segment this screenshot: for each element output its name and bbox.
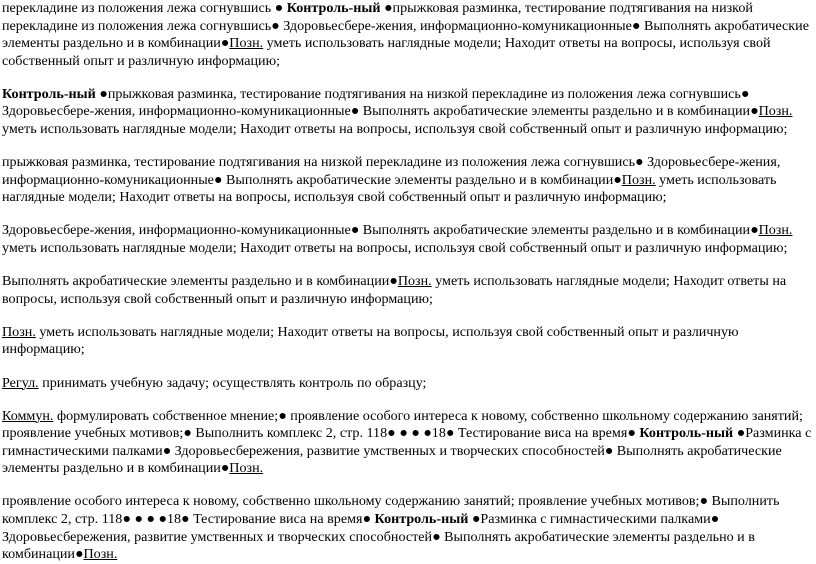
paragraph-6 [2, 324, 813, 359]
underlined-label: Позн. [758, 222, 793, 239]
text-run: 18 [166, 511, 182, 528]
text-run: прыжковая разминка, тестирование подтягивания на низкой перекладине из положения лежа согнувшись [2, 154, 636, 171]
paragraph-1 [2, 0, 813, 70]
text-run: Выполнить комплекс 2, стр. 118 [191, 425, 388, 442]
text-run: Выполнить комплекс 2, стр. 118 [2, 493, 780, 528]
underlined-label: Позн. [83, 546, 118, 563]
underlined-label: Позн. [229, 460, 264, 477]
paragraph-7 [2, 375, 813, 393]
bold-label: Контроль-ный [374, 511, 469, 528]
bullet-icon: ● [278, 407, 287, 424]
underlined-label: Позн. [2, 323, 36, 340]
paragraph-8 [2, 408, 813, 478]
bullet-icon: ● [350, 222, 360, 239]
bold-label: Контроль-ный [286, 0, 381, 16]
bullet-icon: ● [750, 222, 759, 239]
text-run: уметь использовать наглядные модели; Находит ответы на вопросы, используя свой собственный опыт и различную информацию; [2, 323, 739, 358]
text-run: Здоровьесбережения, развитие умственных и творческих способностей [2, 528, 433, 545]
bullet-icon: ● [162, 442, 172, 459]
underlined-label: Позн. [758, 103, 793, 120]
paragraph-2 [2, 86, 813, 139]
text-run: Выполнять акробатические элементы раздельно и в комбинации [359, 222, 751, 239]
underlined-label: Позн. [621, 171, 656, 188]
text-run: Здоровьесбере-жения, информационно-комуникационные [2, 103, 351, 120]
paragraph-4 [2, 222, 813, 257]
text-run: уметь использовать наглядные модели; Находит ответы на вопросы, используя свой собственный опыт и различную информацию; [2, 171, 777, 206]
text-run: принимать учебную задачу; осуществлять контроль по образцу; [38, 374, 427, 391]
text-run: Выполнять акробатические элементы раздельно и в комбинации [2, 442, 782, 477]
text-run: прыжковая разминка, тестирование подтягивания на низкой перекладине из положения лежа согнувшись [107, 85, 741, 102]
bullet-icon: ● [183, 425, 192, 442]
bullet-icon: ● [627, 425, 636, 442]
text-run: уметь использовать наглядные модели; Находит ответы на вопросы, используя свой собственный опыт и различную информацию; [2, 240, 788, 257]
text-run: проявление особого интереса к новому, собственно школьному содержанию занятий; проявление учебных мотивов; [2, 493, 700, 510]
bullet-icon: ● [750, 103, 759, 120]
text-run: Разминка с гимнастическими палками [2, 425, 812, 459]
bullet-icon: ● [350, 103, 360, 120]
bullet-icon: ● ● ● ● [122, 511, 167, 528]
text-run: Выполнять акробатические элементы раздельно и в комбинации [222, 171, 614, 188]
bullet-icon: ● [389, 273, 398, 290]
underlined-label: Позн. [229, 35, 264, 52]
bullet-icon: ● [445, 425, 455, 442]
paragraph-5 [2, 273, 813, 308]
bullet-icon: ● [181, 511, 190, 528]
text-run: Выполнять акробатические элементы раздельно и в комбинации [2, 17, 809, 52]
text-run: Здоровьесбере-жения, информационно-комуникационные [2, 222, 351, 239]
underlined-label: Регул. [2, 374, 39, 391]
text-run: Разминка с гимнастическими палками [480, 511, 711, 528]
bullet-icon: ● [380, 0, 393, 16]
text-run: Выполнять акробатические элементы раздельно и в комбинации [2, 528, 755, 563]
bullet-icon: ● ● ● ● [387, 425, 432, 442]
bullet-icon: ● [635, 154, 644, 171]
bullet-icon: ● [432, 528, 441, 545]
paragraph-9 [2, 493, 813, 563]
text-run: проявление особого интереса к новому, собственно школьному содержанию занятий; проявление учебных мотивов; [2, 407, 803, 442]
text-run: 18 [431, 425, 446, 442]
bullet-icon: ● [74, 546, 84, 563]
text-run: перекладине из положения лежа согнувшись [2, 0, 275, 16]
text-run: уметь использовать наглядные модели; Находит ответы на вопросы, используя свой собственный опыт и различную информацию; [2, 35, 771, 69]
underlined-label: Коммун. [2, 407, 54, 424]
bullet-icon: ● [271, 17, 280, 34]
bullet-icon: ● [274, 0, 284, 16]
bold-label: Контроль-ный [639, 425, 734, 442]
bullet-icon: ● [733, 425, 746, 442]
bullet-icon: ● [220, 460, 230, 477]
bullet-icon: ● [710, 511, 720, 528]
text-run: уметь использовать наглядные модели; Находит ответы на вопросы, используя свой собственный опыт и различную информацию; [2, 121, 788, 138]
underlined-label: Позн. [397, 273, 432, 290]
bullet-icon: ● [468, 511, 481, 528]
text-run: Здоровьесбережения, развитие умственных и творческих способностей [171, 442, 605, 459]
text-run: Здоровьесбере-жения, информационно-комуникационные [279, 17, 632, 34]
bullet-icon: ● [95, 85, 108, 102]
bullet-icon: ● [613, 171, 622, 188]
bullet-icon: ● [699, 493, 708, 510]
bullet-icon: ● [740, 85, 750, 102]
bold-label: Контроль-ный [2, 85, 96, 102]
text-run: Тестирование виса на время [189, 511, 363, 528]
bullet-icon: ● [220, 35, 230, 52]
bullet-icon: ● [631, 17, 641, 34]
bullet-icon: ● [604, 442, 614, 459]
text-run: уметь использовать наглядные модели; Находит ответы на вопросы, используя свой собственный опыт и различную информацию; [2, 273, 787, 307]
text-run: прыжковая разминка, тестирование подтягивания на низкой перекладине из положения лежа согнувшись [2, 0, 753, 34]
text-run: формулировать собственное мнение; [53, 407, 279, 424]
bullet-icon: ● [362, 511, 372, 528]
bullet-icon: ● [213, 171, 223, 188]
text-run: Тестирование виса на время [454, 425, 628, 442]
paragraph-3 [2, 154, 813, 207]
text-run: Выполнять акробатические элементы раздельно и в комбинации [359, 103, 751, 120]
text-run: Выполнять акробатические элементы раздельно и в комбинации [2, 273, 390, 290]
text-run: Здоровьесбере-жения, информационно-комуникационные [2, 154, 781, 188]
